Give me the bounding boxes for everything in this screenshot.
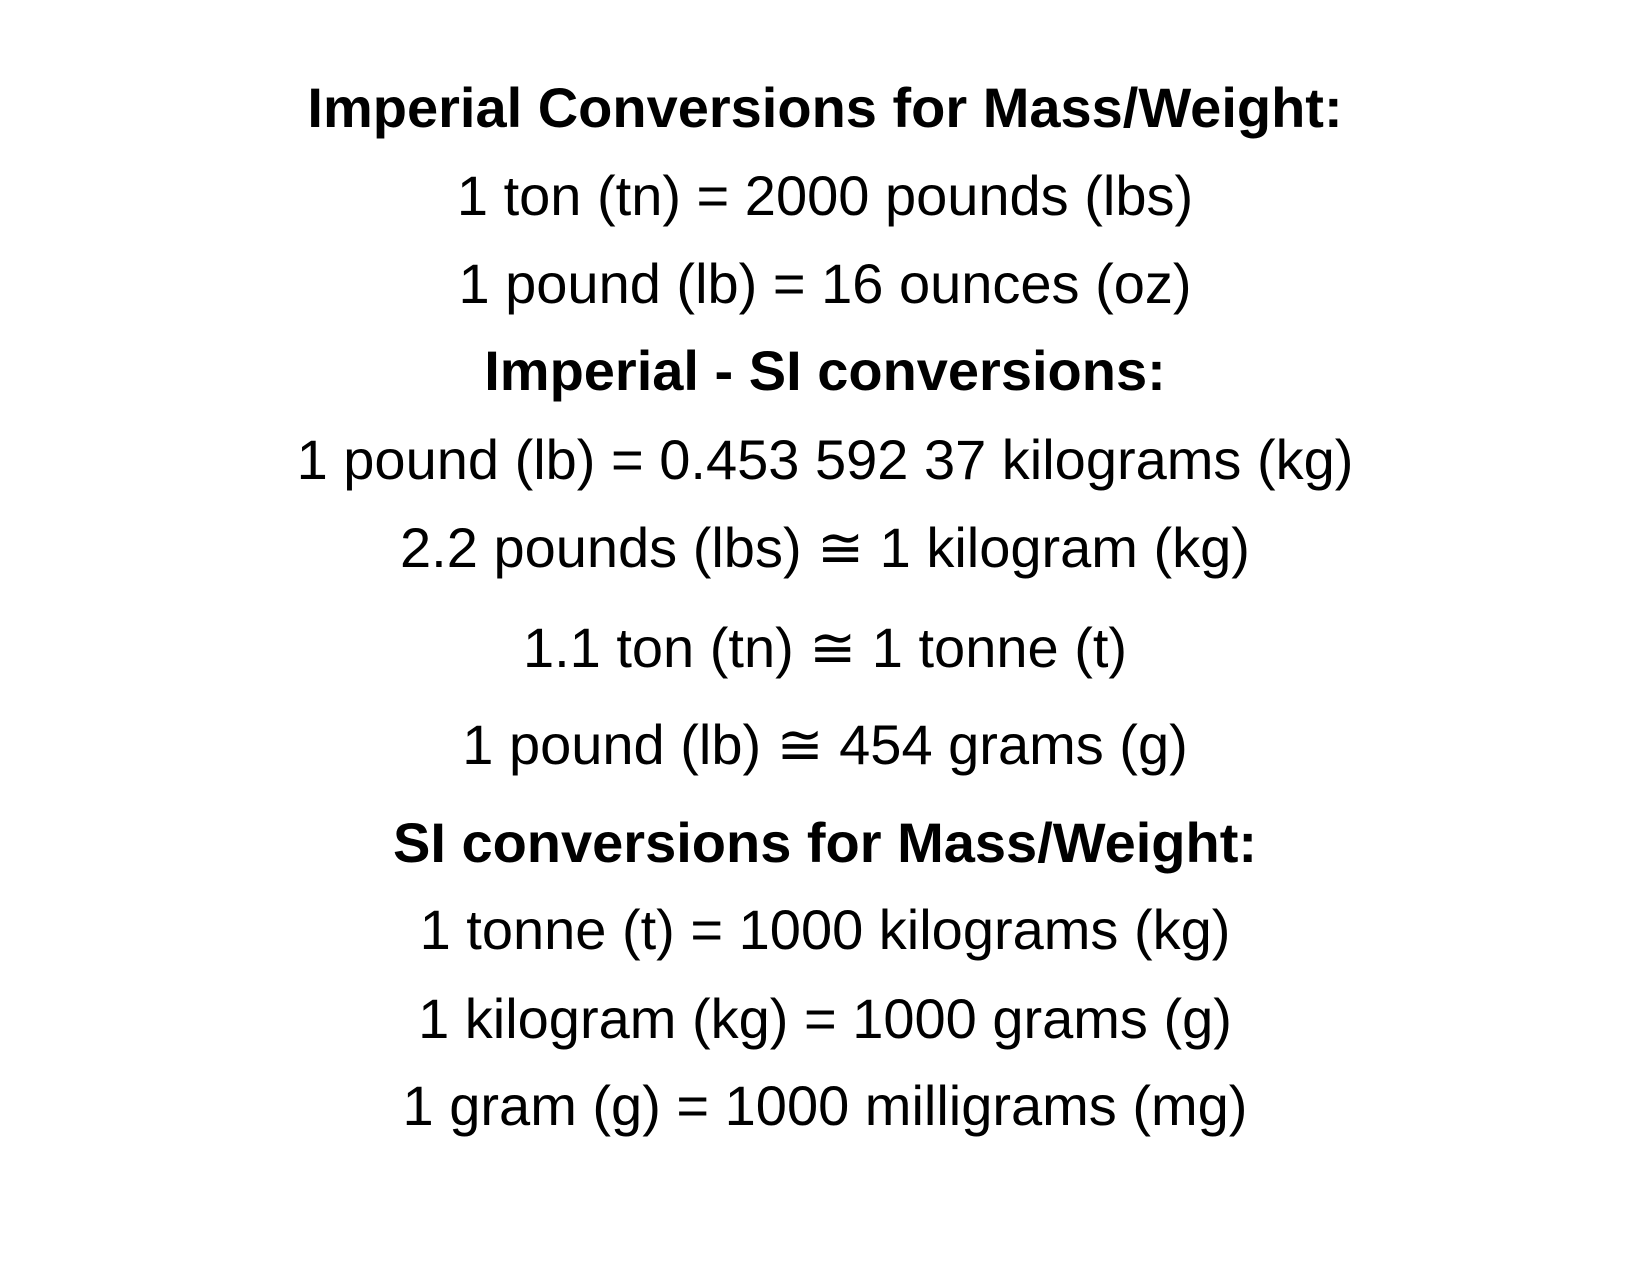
conversion-line: 1 pound (lb) = 0.453 592 37 kilograms (kg) <box>296 428 1354 491</box>
conversion-line: 1 tonne (t) = 1000 kilograms (kg) <box>419 898 1231 961</box>
section-heading-imperial: Imperial Conversions for Mass/Weight: <box>307 76 1343 139</box>
conversion-line: 2.2 pounds (lbs) ≅ 1 kilogram (kg) <box>400 516 1250 579</box>
conversion-line: 1 pound (lb) = 16 ounces (oz) <box>458 252 1192 315</box>
section-heading-imperial-si: Imperial - SI conversions: <box>484 339 1166 402</box>
section-heading-si: SI conversions for Mass/Weight: <box>392 811 1258 874</box>
conversion-line: 1 ton (tn) = 2000 pounds (lbs) <box>456 164 1194 227</box>
conversion-line: 1.1 ton (tn) ≅ 1 tonne (t) <box>522 616 1128 679</box>
conversion-line: 1 kilogram (kg) = 1000 grams (g) <box>418 987 1232 1050</box>
conversion-line: 1 pound (lb) ≅ 454 grams (g) <box>462 713 1188 776</box>
conversion-line: 1 gram (g) = 1000 milligrams (mg) <box>402 1074 1248 1137</box>
